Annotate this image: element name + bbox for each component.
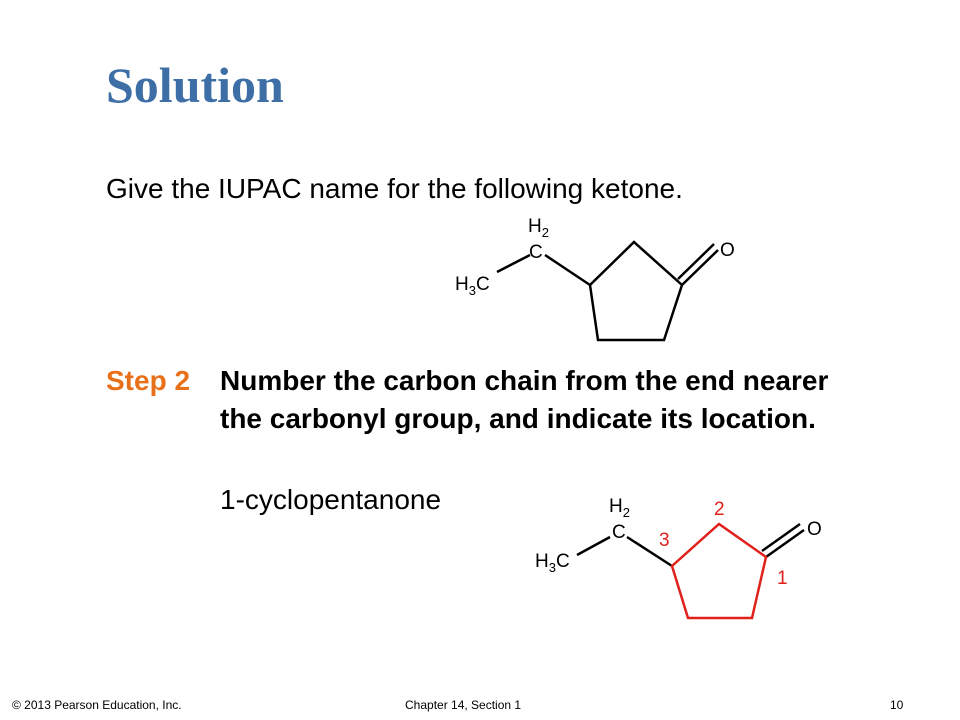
ring-highlight: [672, 524, 766, 618]
ring-number-3: 3: [659, 530, 670, 551]
bottom-oxygen-label: O: [807, 519, 822, 540]
bottom-molecule: [535, 496, 822, 618]
step-label: Step 2: [106, 365, 191, 396]
slide-title: Solution: [106, 57, 284, 113]
step-text: Number the carbon chain from the end nearer the carbonyl group, and indicate its location.: [220, 365, 829, 434]
top-c-label: C: [529, 242, 543, 263]
bottom-h2-label: $H_2$: [609, 496, 630, 520]
footer-copyright: © 2013 Pearson Education, Inc.: [12, 698, 182, 712]
ring-number-2: 2: [714, 499, 725, 520]
bottom-c-label: C: [612, 522, 626, 543]
top-molecule: [455, 216, 735, 340]
answer-text: 1-cyclopentanone: [220, 484, 442, 515]
top-h3c-label: $H_3C$: [455, 274, 490, 298]
question-text: Give the IUPAC name for the following ketone.: [106, 173, 683, 204]
footer-page-number: 10: [890, 698, 904, 712]
footer-chapter: Chapter 14, Section 1: [405, 698, 522, 712]
top-h2-label: $H_2$: [528, 216, 549, 240]
ring-number-1: 1: [777, 568, 788, 589]
top-oxygen-label: O: [720, 240, 735, 261]
bottom-h3c-label: $H_3C$: [535, 551, 570, 575]
